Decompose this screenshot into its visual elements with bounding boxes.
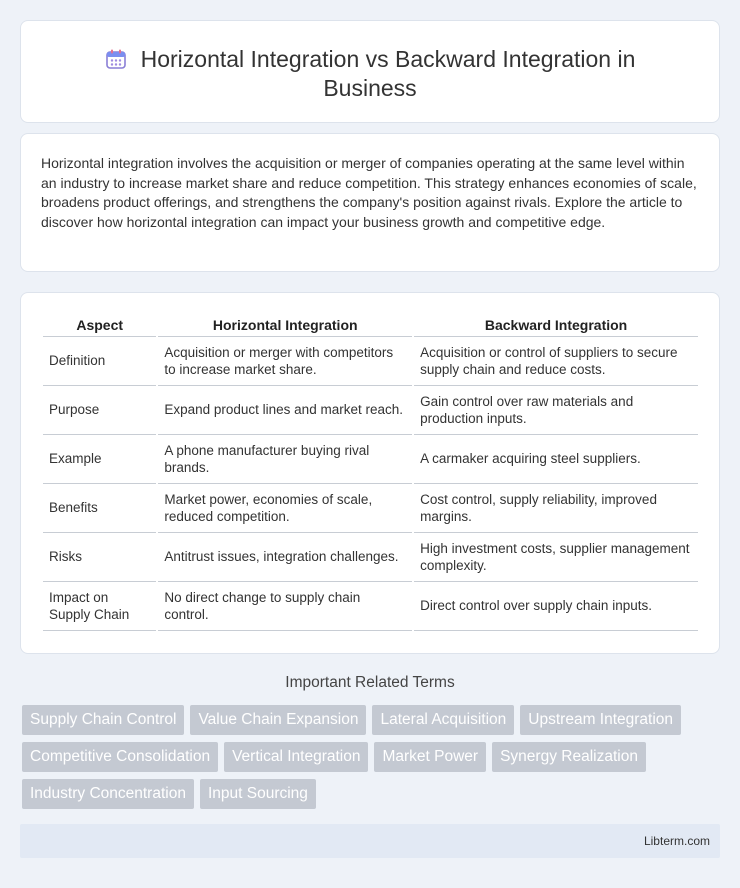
comparison-card <box>20 292 720 654</box>
row-aspect: Example <box>43 435 156 484</box>
table-row <box>43 435 698 484</box>
row-horizontal: Antitrust issues, integration challenges. <box>158 533 412 582</box>
row-backward: Direct control over supply chain inputs. <box>414 582 698 631</box>
page-title-text: Horizontal Integration vs Backward Integration in Business <box>140 46 636 101</box>
row-horizontal: Expand product lines and market reach. <box>158 386 412 435</box>
header-backward: Backward Integration <box>414 313 698 337</box>
title-card <box>20 20 720 123</box>
table-row <box>43 386 698 435</box>
calendar-icon <box>105 48 127 70</box>
footer <box>20 824 720 858</box>
table-header-row <box>43 313 698 337</box>
row-aspect: Purpose <box>43 386 156 435</box>
table-row <box>43 582 698 631</box>
row-backward: Acquisition or control of suppliers to secure supply chain and reduce costs. <box>414 337 698 386</box>
comparison-table <box>41 313 700 631</box>
related-term-tag[interactable]: Input Sourcing <box>200 779 316 809</box>
row-horizontal: Acquisition or merger with competitors to increase market share. <box>158 337 412 386</box>
related-term-tag[interactable]: Competitive Consolidation <box>22 742 218 772</box>
row-aspect: Definition <box>43 337 156 386</box>
row-backward: Cost control, supply reliability, improved margins. <box>414 484 698 533</box>
intro-card <box>20 133 720 272</box>
row-aspect: Risks <box>43 533 156 582</box>
page-title <box>21 45 719 103</box>
related-term-tag[interactable]: Vertical Integration <box>224 742 368 772</box>
footer-brand-link[interactable]: Libterm.com <box>643 834 710 848</box>
row-horizontal: Market power, economies of scale, reduced competition. <box>158 484 412 533</box>
intro-paragraph: Horizontal integration involves the acquisition or merger of companies operating at the same level within an industry to increase market share and reduce competition. This strategy enhances economies of scale, broadens product offerings, and strengthens the company's position against rivals. Explore the article to discover how horizontal integration can impact your business growth and competitive edge. <box>41 155 697 230</box>
related-term-tag[interactable]: Lateral Acquisition <box>372 705 514 735</box>
related-terms-heading: Important Related Terms <box>285 674 455 691</box>
related-term-tag[interactable]: Industry Concentration <box>22 779 194 809</box>
table-row <box>43 484 698 533</box>
header-horizontal: Horizontal Integration <box>158 313 412 337</box>
row-horizontal: A phone manufacturer buying rival brands. <box>158 435 412 484</box>
row-aspect: Benefits <box>43 484 156 533</box>
related-term-tag[interactable]: Upstream Integration <box>520 705 681 735</box>
related-term-tag[interactable]: Synergy Realization <box>492 742 646 772</box>
related-term-tag[interactable]: Supply Chain Control <box>22 705 184 735</box>
row-backward: Gain control over raw materials and production inputs. <box>414 386 698 435</box>
related-terms-list <box>22 705 722 809</box>
related-term-tag[interactable]: Market Power <box>374 742 486 772</box>
row-backward: High investment costs, supplier management complexity. <box>414 533 698 582</box>
header-aspect: Aspect <box>43 313 156 337</box>
row-backward: A carmaker acquiring steel suppliers. <box>414 435 698 484</box>
table-row <box>43 337 698 386</box>
row-aspect: Impact on Supply Chain <box>43 582 156 631</box>
row-horizontal: No direct change to supply chain control. <box>158 582 412 631</box>
related-term-tag[interactable]: Value Chain Expansion <box>190 705 366 735</box>
table-row <box>43 533 698 582</box>
